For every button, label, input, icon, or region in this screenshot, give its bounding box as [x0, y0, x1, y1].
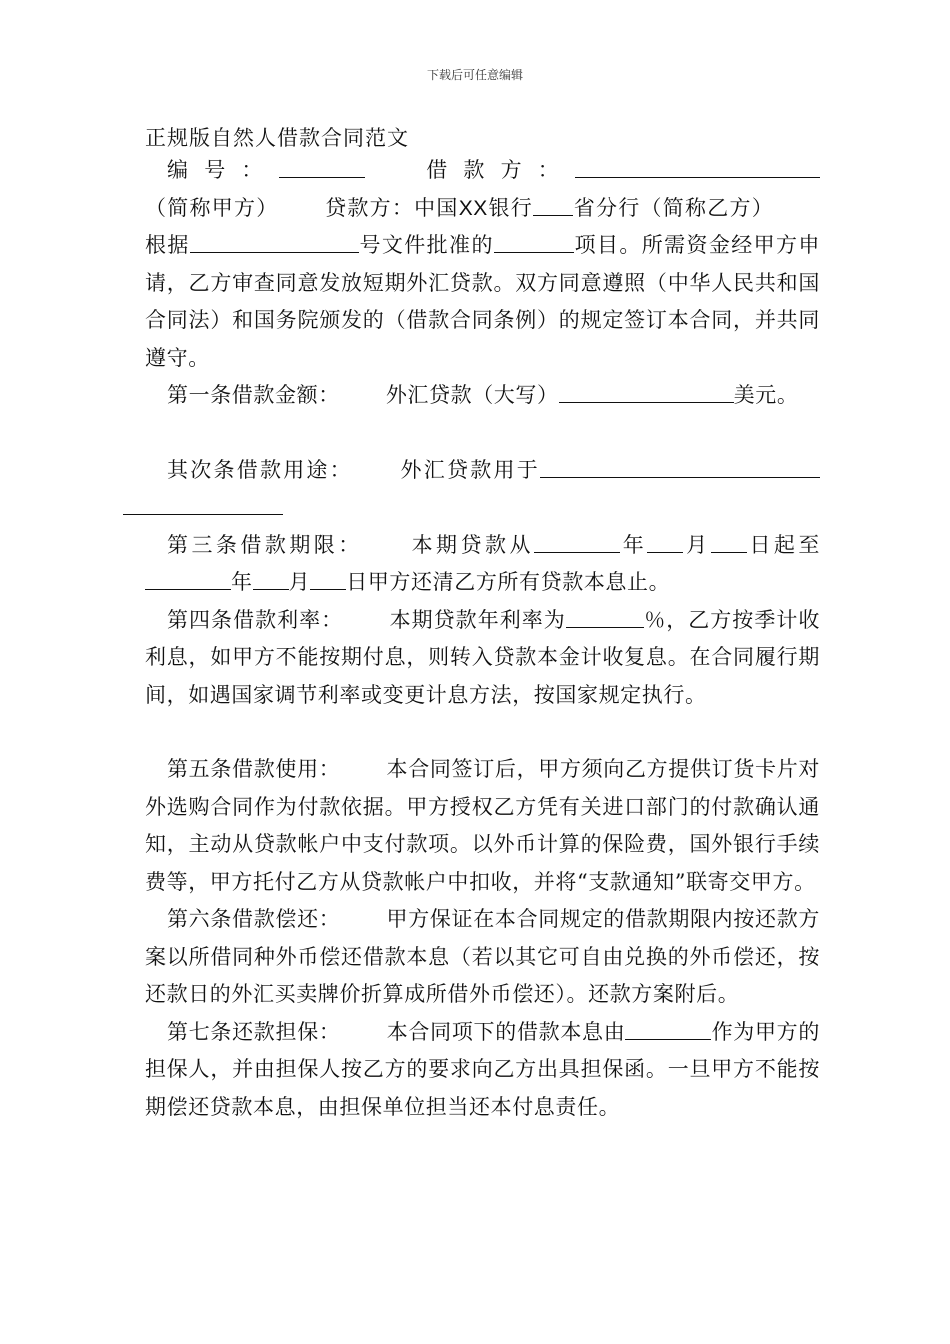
start-year-blank	[534, 534, 620, 553]
day-to-label: 日起至	[746, 532, 820, 557]
doc-blank-a	[190, 234, 214, 253]
year-label: 年	[619, 532, 648, 557]
article-2-label: 其次条借款用途：	[167, 457, 353, 482]
number-label: 编号：	[167, 158, 279, 182]
page-header: 下载后可任意编辑	[426, 68, 523, 82]
bank-code: XX	[458, 196, 488, 220]
article-1-text-a: 外汇贷款（大写）	[385, 383, 559, 407]
article-1-label: 第一条借款金额：	[167, 383, 340, 407]
end-month-label: 月	[288, 570, 311, 594]
month-label: 月	[683, 532, 711, 557]
article-2-text-a: 外汇贷款用于	[398, 457, 540, 482]
borrower-blank	[575, 159, 820, 178]
end-year-blank	[145, 571, 231, 590]
purpose-blank-a	[540, 459, 820, 478]
province-blank	[533, 197, 573, 216]
article-3-text-a: 本期贷款从	[408, 532, 534, 557]
purpose-blank-b	[123, 496, 283, 515]
document-body	[145, 152, 820, 1126]
borrower-label: 借款方：	[410, 158, 575, 182]
article-5-label: 第五条借款使用：	[167, 757, 341, 781]
article-3	[145, 527, 820, 602]
branch-suffix: 省分行（简称乙方）	[573, 195, 774, 220]
article-2	[145, 452, 820, 527]
article-7-text-b: 作为甲方的担保人，并由担保人按乙方的要求向乙方出具担保函。一旦甲方不能按期偿还贷款本息，由担保单位担当还本付息责任。	[145, 1019, 820, 1119]
article-1	[145, 377, 820, 415]
article-6-text: 甲方保证在本合同规定的借款期限内按还款方案以所借同种外币偿还借款本息（若以其它可自由兑换的外币偿还，按还款日的外汇买卖牌价折算成所借外币偿还）。还款方案附后。	[145, 907, 820, 1006]
basis-label: 根据	[145, 233, 190, 257]
lender-label: 贷款方：中国	[324, 195, 459, 220]
start-month-blank	[647, 534, 683, 553]
article-5	[145, 751, 820, 901]
article-7-text-a: 本合同项下的借款本息由	[386, 1019, 626, 1044]
article-6-label: 第六条借款偿还：	[167, 907, 341, 931]
day-end-label: 日甲方还清乙方所有贷款本息止。	[346, 570, 671, 594]
article-7-label: 第七条还款担保：	[167, 1019, 341, 1044]
guarantor-blank	[625, 1021, 711, 1040]
project-suffix: 项目。所需资金经甲方申请，乙方审查同意发放短期外汇贷款。双方同意遵照（中华人民共和国合同法）和国务院颁发的（借款合同条例）的规定签订本合同，并共同遵守。	[145, 233, 820, 370]
article-3-label: 第三条借款期限：	[167, 532, 363, 557]
article-4	[145, 602, 820, 715]
rate-blank	[566, 609, 644, 628]
start-day-blank	[711, 534, 747, 553]
document-title: 正规版自然人借款合同范文	[145, 126, 409, 150]
doc-blank-b	[214, 234, 359, 253]
article-1-text-b: 美元。	[733, 383, 799, 407]
bank-word: 银行	[487, 195, 534, 220]
article-4-label: 第四条借款利率：	[167, 607, 344, 632]
preamble-paragraph	[145, 152, 820, 377]
article-4-text-a: 本期贷款年利率为	[389, 607, 566, 632]
article-6	[145, 901, 820, 1014]
end-month-blank	[253, 571, 289, 590]
project-blank	[494, 234, 574, 253]
end-year-label: 年	[231, 570, 253, 594]
number-blank	[279, 159, 365, 178]
article-7	[145, 1014, 820, 1127]
doc-suffix: 号文件批准的	[358, 233, 494, 257]
borrower-suffix: （简称甲方）	[145, 195, 279, 220]
end-day-blank	[310, 571, 346, 590]
article-4-text-b: ％，乙方按季计收利息，如甲方不能按期付息，则转入贷款本金计收复息。在合同履行期间，如遇国家调节利率或变更计息方法，按国家规定执行。	[145, 607, 820, 707]
article-5-text: 本合同签订后，甲方须向乙方提供订货卡片对外选购合同作为付款依据。甲方授权乙方凭有关进口部门的付款确认通知，主动从贷款帐户中支付款项。以外币计算的保险费，国外银行手续费等，甲方托付乙方从贷款帐户中扣收，并将“支款通知”联寄交甲方。	[145, 757, 820, 894]
amount-blank	[559, 384, 734, 403]
